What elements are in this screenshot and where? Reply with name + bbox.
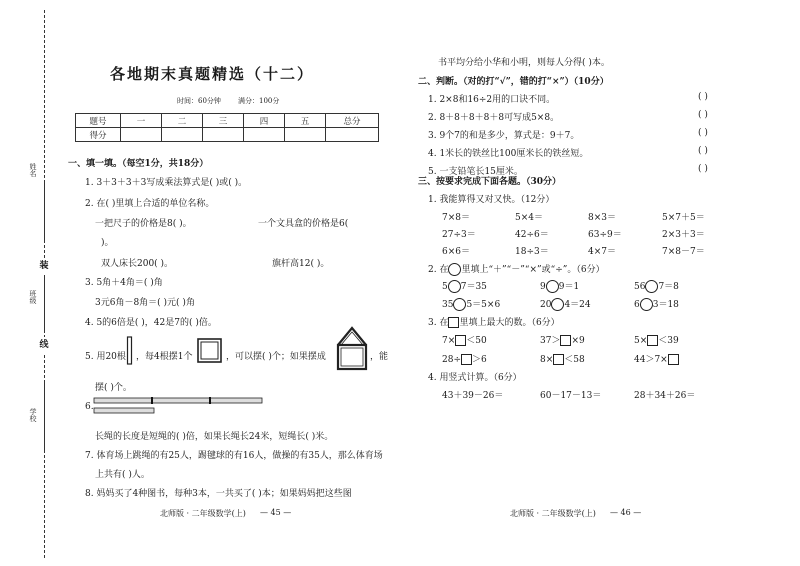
question-2-ruler: 一把尺子的价格是8( )。 [95,219,192,229]
vertical-calc-item: 60－17－13＝ [540,391,602,401]
question-8-cont: 书平均分给小华和小明，则每人分得( )本。 [438,58,610,68]
calc-item: 8×3＝ [588,213,616,223]
section3-q3-prefix: 3. 在 [428,318,449,328]
rope-diagram [92,396,267,420]
question-5-part1: 5. 用20根 [85,352,126,362]
binding-name-label: 姓名 [29,163,37,177]
seal-char: 线 [36,337,52,353]
calc-item: 2×3＋3＝ [662,230,705,240]
footer-left-text: 北师版 · 二年级数学(上) [160,509,246,518]
score-table [75,113,379,142]
answer-box[interactable] [647,335,658,346]
question-3b: 3元6角－8角＝( )元( )角 [95,298,195,308]
question-4: 4. 5的6倍是( )，42是7的( )倍。 [85,318,217,328]
box-item-left: 5× [634,336,648,346]
box-item-left: 44＞7× [634,355,668,365]
box-item-right: ＜58 [564,355,585,365]
score-input-cell[interactable] [244,128,285,142]
answer-box[interactable] [668,354,679,365]
operator-circle[interactable] [551,298,564,311]
calc-item: 42÷6＝ [515,230,549,240]
section3-heading: 三、按要求完成下面各题。（30分） [418,177,562,187]
judge-item: 5. 一支铅笔长15厘米。 [428,167,523,177]
circle-item-right: 7＝35 [460,282,487,292]
question-2-pencilbox: 一个文具盒的价格是6( [258,219,349,229]
judge-answer-paren[interactable]: ( ) [698,92,708,102]
stick-icon [126,336,134,366]
question-2-bed: 双人床长200( )。 [101,259,174,269]
score-input-cell[interactable] [203,128,244,142]
answer-box[interactable] [560,335,571,346]
circle-item-left: 20 [540,300,552,310]
binding-class-label: 班级 [29,290,37,304]
circle-item-left: 35 [442,300,454,310]
score-table-header-row [76,114,379,128]
score-input-cell[interactable] [162,128,203,142]
score-header-cell: 总分 [326,114,379,128]
score-table-score-row [76,128,379,142]
vertical-calc-item: 28＋34＋26＝ [634,391,696,401]
box-item [634,352,679,365]
footer-right-page: — 46 — [610,508,642,517]
calc-item: 5×7＋5＝ [662,213,705,223]
box-item [540,352,585,365]
circle-item-right: 7＝8 [658,282,679,292]
score-header-cell: 题号 [76,114,121,128]
judge-answer-paren[interactable]: ( ) [698,164,708,174]
box-item [442,333,487,346]
calc-item: 5×4＝ [515,213,543,223]
section3-q2 [428,262,605,276]
section3-q3-suffix: 里填上最大的数。（6分） [459,318,560,328]
exam-time: 时间：60分钟 [177,97,221,105]
circle-item-left: 5 [442,282,448,292]
circle-item [634,279,679,293]
calc-item: 63÷9＝ [588,230,622,240]
question-7-cont: 上共有( )人。 [95,470,150,480]
question-2-flagpole: 旗杆高12( )。 [272,259,330,269]
vertical-calc-item: 43＋39－26＝ [442,391,504,401]
operator-circle[interactable] [546,280,559,293]
score-input-cell[interactable] [285,128,326,142]
box-item-right: ＞6 [472,355,487,365]
box-blank-icon [448,317,459,328]
score-header-cell: 二 [162,114,203,128]
judge-answer-paren[interactable]: ( ) [698,146,708,156]
answer-box[interactable] [455,335,466,346]
question-5-part4: ，能 [370,352,389,362]
square-figure-icon [196,337,224,365]
judge-item: 2. 8＋8＋8＋8＋8可写成5×8。 [428,113,560,123]
box-item-left: 7× [442,336,456,346]
box-item-right: ＜50 [466,336,487,346]
circle-item-left: 6 [634,300,640,310]
answer-box[interactable] [553,354,564,365]
section3-q1: 1. 我能算得又对又快。（12分） [428,195,555,205]
box-item-left: 8× [540,355,554,365]
judge-item: 1. 2×8和16÷2用的口诀不同。 [428,95,556,105]
question-8: 8. 妈妈买了4种图书，每种3本，一共买了( )本；如果妈妈把这些图 [85,489,352,499]
box-item [540,333,585,346]
binding-solid-line [44,380,45,450]
judge-item: 3. 9个7的和是多少，算式是：9＋7。 [428,131,580,141]
footer-left-page: — 45 — [260,508,292,517]
calc-item: 18÷3＝ [515,247,549,257]
score-header-cell: 五 [285,114,326,128]
box-item [442,352,487,365]
box-item-left: 37＞ [540,336,561,346]
calc-item: 6×6＝ [442,247,470,257]
circle-item [442,279,487,293]
box-item-right: ×9 [571,336,585,346]
operator-circle[interactable] [645,280,658,293]
question-1: 1. 3＋3＋3＋3写成乘法算式是( )或( )。 [85,178,248,188]
judge-item: 4. 1米长的铁丝比100厘米长的铁丝短。 [428,149,589,159]
circle-item-right: 3＝18 [652,300,679,310]
box-item-right: ＜39 [658,336,679,346]
judge-answer-paren[interactable]: ( ) [698,128,708,138]
score-header-cell: 一 [121,114,162,128]
operator-circle[interactable] [640,298,653,311]
score-input-cell[interactable] [121,128,162,142]
circle-item [540,297,591,311]
box-item-left: 28÷ [442,355,461,365]
section3-q2-suffix: 里填上“＋”“－”“×”或“÷”。（6分） [461,265,605,275]
circle-item-right: 9＝1 [558,282,580,292]
question-6-text: 长绳的长度是短绳的( )倍，如果长绳长24米，短绳长( )米。 [95,432,334,442]
score-input-cell[interactable] [326,128,379,142]
footer-right-text: 北师版 · 二年级数学(上) [510,509,596,518]
circle-item [442,297,500,311]
calc-item: 4×7＝ [588,247,616,257]
question-6-number: 6. [85,402,94,412]
circle-item [540,279,579,293]
answer-box[interactable] [461,354,472,365]
operator-circle[interactable] [453,298,466,311]
binding-solid-line [44,180,45,240]
circle-blank-icon [448,263,461,276]
seal-char: 装 [36,258,52,274]
exam-full-score: 满分：100分 [238,97,280,105]
calc-item: 7×8＝ [442,213,470,223]
binding-school-label: 学校 [29,408,37,422]
circle-item [634,297,679,311]
circle-item-left: 56 [634,282,646,292]
question-2-pencilbox-cont: )。 [101,238,114,248]
section3-q2-prefix: 2. 在 [428,265,449,275]
question-2: 2. 在( )里填上合适的单位名称。 [85,199,215,209]
binding-solid-line [44,275,45,330]
calc-item: 27÷3＝ [442,230,476,240]
page-title: 各地期末真题精选（十二） [110,65,315,83]
operator-circle[interactable] [448,280,461,293]
question-5-part2: ，每4根摆1个 [136,352,193,362]
circle-item-right: 4＝24 [564,300,591,310]
score-header-cell: 三 [203,114,244,128]
calc-item: 7×8－7＝ [662,247,705,257]
section3-q4: 4. 用竖式计算。（6分） [428,373,522,383]
section2-heading: 二、判断。（对的打“√”，错的打“×”）（10分） [418,77,609,87]
circle-item-right: 5＝5×6 [466,300,501,310]
judge-answer-paren[interactable]: ( ) [698,110,708,120]
question-5-part3: ，可以摆( )个；如果摆成 [226,352,326,362]
house-figure-icon [334,325,370,371]
question-5-part5: 摆( )个。 [95,383,132,393]
question-7: 7. 体育场上跳绳的有25人，踢毽球的有16人，做操的有35人，那么体育场 [85,451,383,461]
score-header-cell: 四 [244,114,285,128]
question-3a: 3. 5角＋4角＝( )角 [85,278,163,288]
section3-q3 [428,315,560,328]
box-item [634,333,679,346]
section1-heading: 一、填一填。（每空1分，共18分） [68,159,209,169]
circle-item-left: 9 [540,282,546,292]
score-row-label: 得分 [76,128,121,142]
